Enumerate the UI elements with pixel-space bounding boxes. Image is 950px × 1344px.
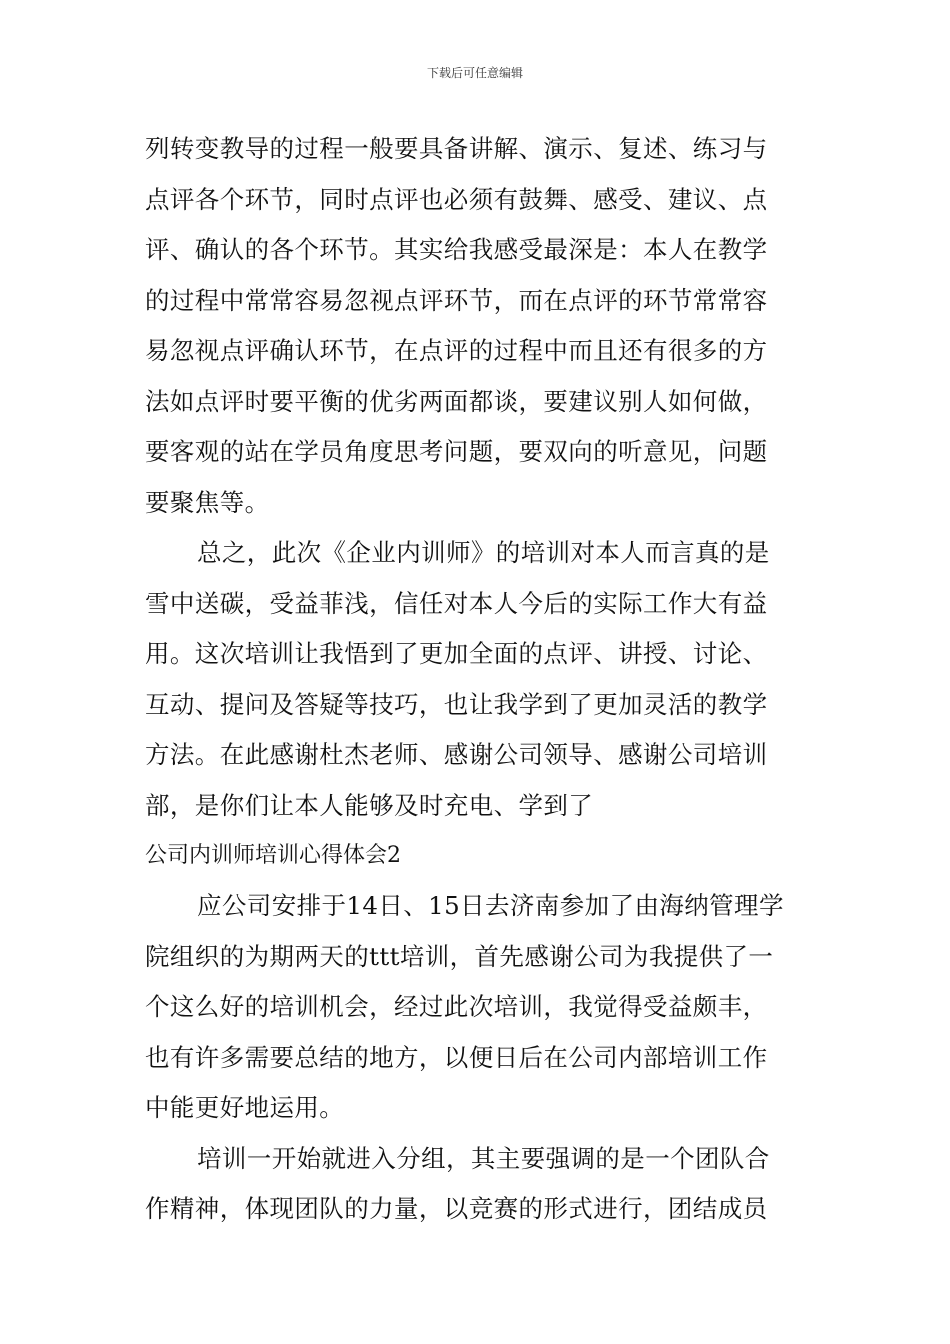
section-heading: 公司内训师培训心得体会2 <box>145 843 401 868</box>
text-line: 易忽视点评确认环节，在点评的过程中而且还有很多的方 <box>145 336 768 365</box>
text-line: 要聚焦等。 <box>145 487 270 517</box>
text-line: 作精神，体现团队的力量，以竞赛的形式进行，团结成员 <box>145 1194 768 1223</box>
text-line: 培训一开始就进入分组，其主要强调的是一个团队合 <box>197 1143 770 1173</box>
text-line: 列转变教导的过程一般要具备讲解、演示、复述、练习与 <box>145 134 768 163</box>
text-line: 中能更好地运用。 <box>145 1093 345 1122</box>
text-line: 应公司安排于14日、15日去济南参加了由海纳管理学 <box>197 891 784 920</box>
text-line: 互动、提问及答疑等技巧，也让我学到了更加灵活的教学 <box>145 689 768 719</box>
paragraph-3 <box>145 881 810 1134</box>
text-line: 方法。在此感谢杜杰老师、感谢公司领导、感谢公司培训 <box>145 740 768 769</box>
text-line: 的过程中常常容易忽视点评环节，而在点评的环节常常容 <box>145 285 768 315</box>
paragraph-1 <box>145 124 810 528</box>
text-line: 个这么好的培训机会，经过此次培训，我觉得受益颇丰， <box>145 992 768 1021</box>
text-line: 雪中送碳，受益菲浅，信任对本人今后的实际工作大有益 <box>145 588 768 618</box>
text-line: 部，是你们让本人能够及时充电、学到了 <box>145 790 594 820</box>
text-line: 也有许多需要总结的地方，以便日后在公司内部培训工作 <box>145 1042 768 1072</box>
page-header-note: 下载后可任意编辑 <box>426 66 523 80</box>
text-line: 要客观的站在学员角度思考问题，要双向的听意见，问题 <box>145 437 768 466</box>
text-line: 院组织的为期两天的ttt培训，首先感谢公司为我提供了一 <box>145 941 774 971</box>
text-line: 评、确认的各个环节。其实给我感受最深是：本人在教学 <box>145 235 768 264</box>
paragraph-4 <box>145 1134 810 1235</box>
text-line: 点评各个环节，同时点评也必须有鼓舞、感受、建议、点 <box>145 184 768 214</box>
text-line: 用。这次培训让我悟到了更加全面的点评、讲授、讨论、 <box>145 639 768 668</box>
text-line: 法如点评时要平衡的优劣两面都谈，要建议别人如何做， <box>145 386 768 416</box>
document-body <box>145 124 810 1235</box>
text-line: 总之，此次《企业内训师》的培训对本人而言真的是 <box>197 538 770 567</box>
paragraph-2 <box>145 528 810 831</box>
